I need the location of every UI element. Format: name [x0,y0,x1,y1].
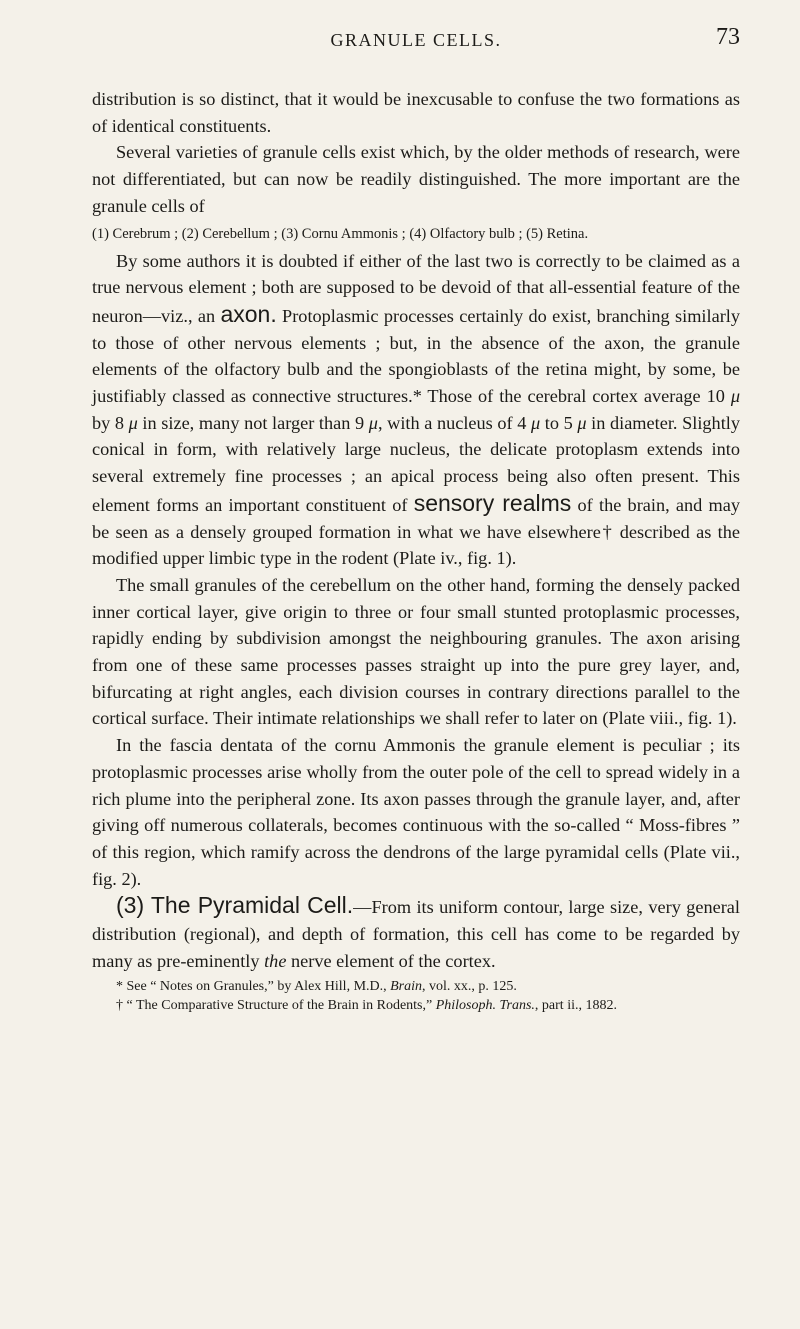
text-run: in diameter. Slightly conical in form, with relatively large nucleus, the delicate protoplasm extends into several extremely fine processes ; an apical process being also often present. This element forms an important constituent of [92,412,740,515]
running-header [92,24,740,51]
section-heading-pyramidal-cell: (3) The Pyramidal Cell. [116,892,354,919]
paragraph-granule-varieties: Several varieties of granule cells exist which, by the older methods of research, were not differentiated, but can now be readily distinguished. The more important are the granule cells of [92,142,740,216]
journal-title: Brain [390,978,423,994]
text-run: in size, many not larger than 9 [137,412,369,433]
text-run: nerve element of the cortex. [286,950,496,971]
micron-symbol: μ [730,386,740,407]
emphasis-axon: axon. [220,300,277,327]
micron-symbol: μ [128,412,138,433]
micron-symbol: μ [368,412,378,433]
text-run: to 5 [540,412,578,433]
text-run: by 8 [92,412,129,433]
text-run: , with a nucleus of 4 [377,412,531,433]
micron-symbol: μ [577,412,587,433]
text-run: —From its uniform contour, large size, very general distribution (regional), and depth of formation, this cell has come to be regarded by many as pre-eminently [92,897,740,971]
paragraph-continuation: distribution is so distinct, that it would be inexcusable to confuse the two formations as of identical constituents. [92,89,740,136]
text-run: , part ii., 1882. [534,997,617,1013]
paragraph-cerebellum-granules: The small granules of the cerebellum on the other hand, forming the densely packed inner cortical layer, give origin to three or four small stunted protoplasmic processes, rapidly ending by subdivision amongst the neighbouring granules. The axon arising from one of these same processes passes straight up into the pure grey layer, and, bifurcating at right angles, each division courses in contrary directions parallel to the cortical surface. Their intimate relationships we shall refer to later on (Plate viii., fig. 1). [92,574,740,729]
granule-cell-list: (1) Cerebrum ; (2) Cerebellum ; (3) Cornu Ammonis ; (4) Olfactory bulb ; (5) Retina. [92,225,589,242]
text-run: of the brain, and may be seen as a densely grouped formation in what we have elsewhere† described as the modified upper limbic type in the rodent (Plate iv., fig. 1). [92,494,741,569]
paragraph-pyramidal-cell [92,892,740,974]
text-run: * See “ Notes on Granules,” by Alex Hill, M.D., [116,978,391,994]
running-title: GRANULE CELLS. [330,30,502,50]
footnote-2 [92,996,740,1015]
text-run: By some authors it is doubted if either of the last two is correctly to be claimed as a true nervous element ; both are supposed to be devoid of that all-essential feature of the neuron—viz., an [92,250,740,326]
footnote-1 [92,977,740,996]
journal-title: Philosoph. Trans. [435,997,535,1013]
page-number: 73 [716,24,740,50]
footnotes [92,977,740,1015]
body-text [92,86,740,1015]
micron-symbol: μ [530,412,541,433]
text-run: , vol. xx., p. 125. [422,978,517,994]
emphasis-the: the [264,950,287,971]
emphasis-sensory-realms: sensory realms [413,489,572,516]
paragraph-fascia-dentata: In the fascia dentata of the cornu Ammonis the granule element is peculiar ; its protoplasmic processes arise wholly from the outer pole of the cell to spread widely in a rich plume into the peripheral zone. Its axon passes through the granule layer, and, after giving off numerous collaterals, becomes continuous with the so-called “ Moss-fibres ” of this region, which ramify across the dendrons of the large pyramidal cells (Plate vii., fig. 2). [92,735,740,889]
text-run: Protoplasmic processes certainly do exist, branching similarly to those of other nervous elements ; but, in the absence of the axon, the granule elements of the olfactory bulb and the spongioblasts of the retina might, by some, be justifiably classed as connective structures.* Those of the cerebral cortex average 10 [92,305,740,407]
text-run: † “ The Comparative Structure of the Brain in Rodents,” [116,997,436,1013]
paragraph-cerebral-granules [92,248,740,572]
